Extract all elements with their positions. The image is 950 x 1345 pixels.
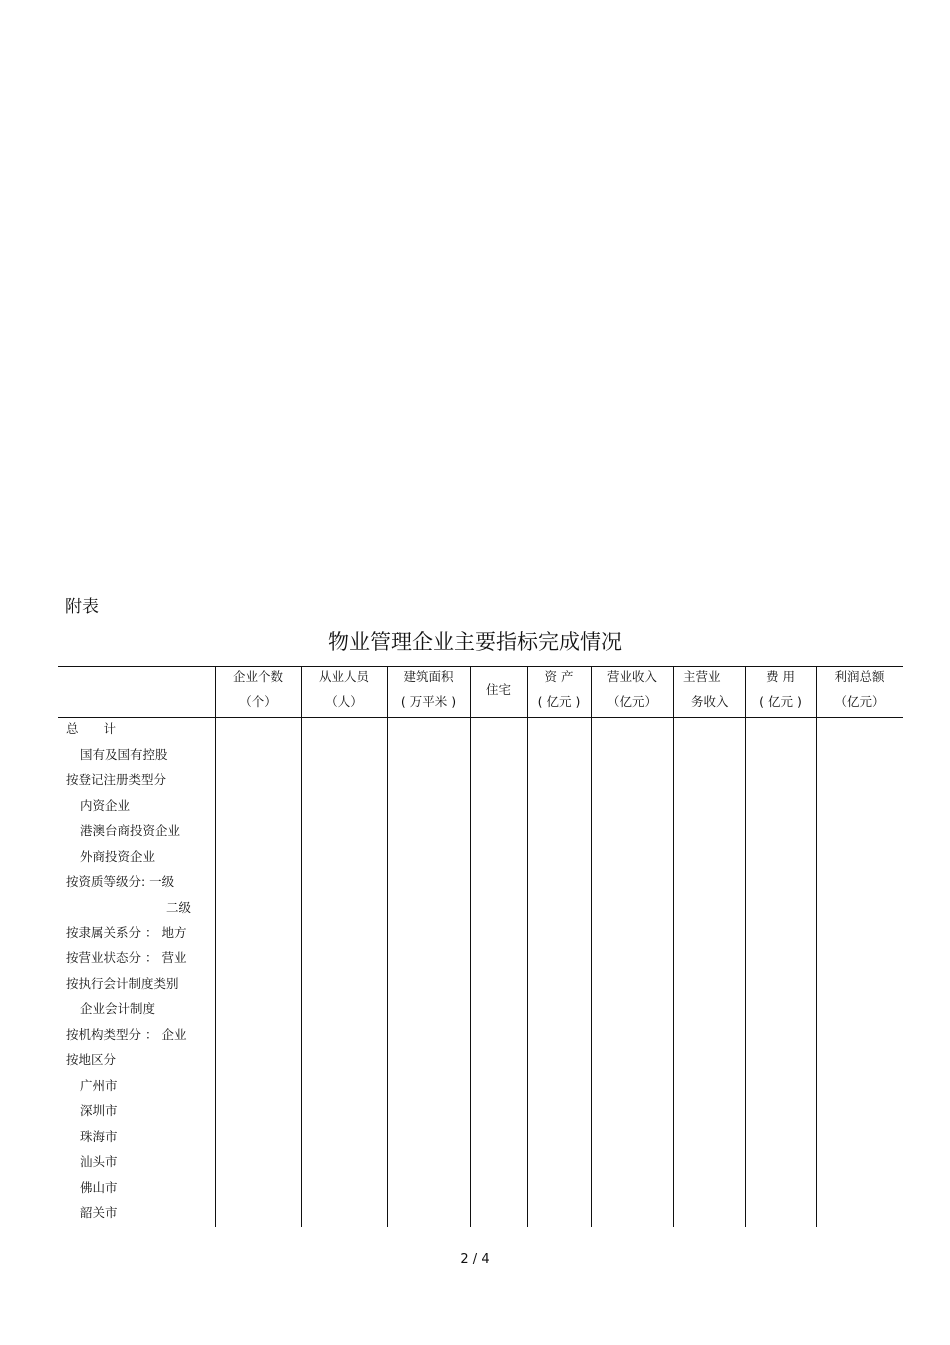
row-label: 汕头市	[80, 1154, 118, 1169]
column-divider	[527, 666, 528, 1227]
row-label: 广州市	[80, 1078, 118, 1093]
column-divider	[301, 666, 302, 1227]
column-divider	[215, 666, 216, 1227]
row-label: 按地区分	[66, 1052, 117, 1067]
row-label: 二级	[166, 900, 192, 915]
column-divider	[591, 666, 592, 1227]
row-label: 深圳市	[80, 1103, 118, 1118]
row-label: 韶关市	[80, 1205, 118, 1220]
column-header: 企业个数 （个）	[232, 669, 283, 709]
table-title: 物业管理企业主要指标完成情况	[328, 630, 622, 654]
row-label: 按资质等级分: 一级	[66, 874, 175, 889]
row-label: 企业会计制度	[80, 1001, 156, 1016]
page-number: 2 / 4	[460, 1252, 490, 1267]
column-divider	[745, 666, 746, 1227]
column-header: 主营业 务收入	[683, 669, 729, 709]
row-label: 总 计	[66, 721, 117, 736]
indicator-table	[58, 666, 903, 1227]
column-divider	[387, 666, 388, 1227]
appendix-label: 附表	[65, 597, 99, 617]
column-header: 营业收入 （亿元）	[606, 669, 657, 709]
column-header: 建筑面积 ( 万平米 )	[400, 669, 457, 709]
row-label: 按隶属关系分 ： 地方	[66, 925, 187, 940]
row-label: 珠海市	[80, 1129, 118, 1144]
row-label: 国有及国有控股	[80, 747, 168, 762]
row-label: 外商投资企业	[80, 849, 156, 864]
table-header-rule	[58, 717, 903, 718]
row-label: 按执行会计制度类别	[66, 976, 179, 991]
row-label: 港澳台商投资企业	[80, 823, 181, 838]
column-header: 利润总额 （亿元）	[834, 669, 885, 709]
row-label: 内资企业	[80, 798, 131, 813]
row-label: 佛山市	[80, 1180, 118, 1195]
column-header: 从业人员 （人）	[318, 669, 369, 709]
row-label: 按营业状态分 ： 营业	[66, 950, 187, 965]
table-top-rule	[58, 666, 903, 667]
column-header: 住宅	[485, 682, 511, 697]
column-header: 资 产 ( 亿元 )	[537, 669, 581, 709]
column-divider	[470, 666, 471, 1227]
row-label: 按机构类型分 ： 企业	[66, 1027, 187, 1042]
row-label: 按登记注册类型分	[66, 772, 167, 787]
column-header: 费 用 ( 亿元 )	[759, 669, 802, 709]
column-divider	[673, 666, 674, 1227]
column-divider	[816, 666, 817, 1227]
